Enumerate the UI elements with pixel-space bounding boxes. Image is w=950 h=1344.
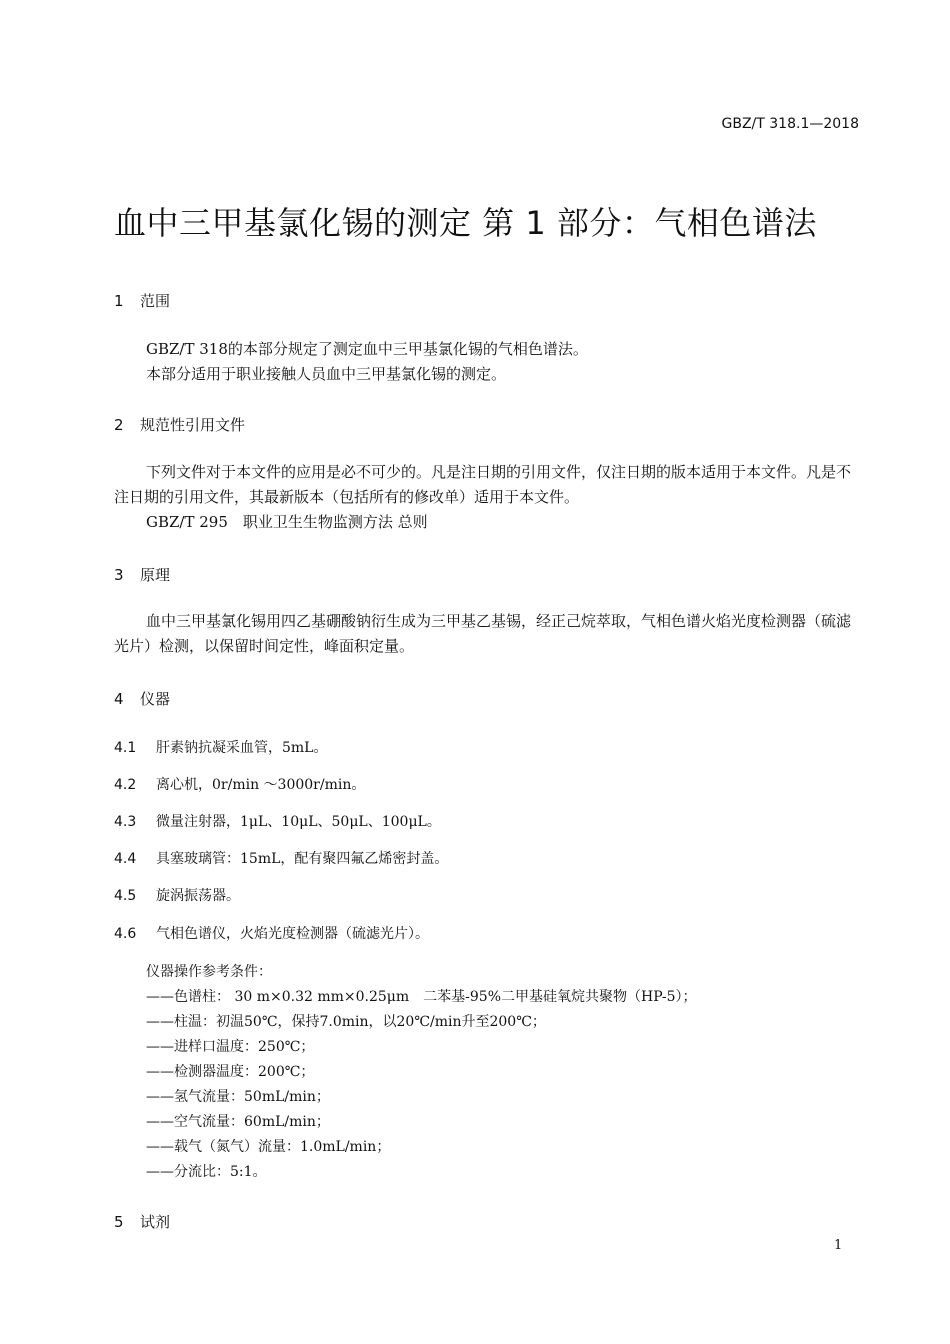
conditions-title: 仪器操作参考条件：	[146, 964, 272, 980]
section-number: 5	[114, 1213, 124, 1231]
section-title: 试剂	[140, 1213, 171, 1231]
section-number: 1	[114, 292, 124, 310]
item-number: 4.4	[114, 851, 137, 867]
section-title: 原理	[140, 566, 171, 584]
item-number: 4.6	[114, 926, 137, 942]
principle-paragraph: 血中三甲基氯化锡用四乙基硼酸钠衍生成为三甲基乙基锡，经正己烷萃取，气相色谱火焰光度检测器（硫滤光片）检测，以保留时间定性，峰面积定量。	[114, 612, 852, 655]
section-number: 4	[114, 690, 124, 708]
apparatus-item	[114, 923, 429, 943]
section-title: 规范性引用文件	[140, 416, 246, 434]
item-text: 离心机，0r/min ～3000r/min。	[156, 777, 366, 793]
item-number: 4.5	[114, 888, 137, 904]
condition-line: ——柱温：初温50℃，保持7.0min，以20℃/min升至200℃；	[146, 1014, 546, 1030]
section-heading-principle	[114, 564, 170, 585]
section-heading-reagents	[114, 1211, 170, 1232]
item-number: 4.2	[114, 777, 137, 793]
section-number: 3	[114, 566, 124, 584]
normative-reference: GBZ/T 295 职业卫生生物监测方法 总则	[146, 513, 428, 531]
condition-line: ——分流比：5:1。	[146, 1164, 267, 1180]
apparatus-item	[114, 774, 365, 794]
item-text: 肝素钠抗凝采血管，5mL。	[156, 740, 328, 756]
section-title: 仪器	[140, 690, 171, 708]
scope-line-1: GBZ/T 318的本部分规定了测定血中三甲基氯化锡的气相色谱法。	[146, 340, 588, 358]
section-heading-normative	[114, 414, 245, 435]
item-text: 旋涡振荡器。	[156, 888, 240, 904]
item-text: 具塞玻璃管：15mL，配有聚四氟乙烯密封盖。	[156, 851, 449, 867]
condition-line: ——空气流量：60mL/min；	[146, 1114, 330, 1130]
section-title: 范围	[140, 292, 171, 310]
apparatus-item	[114, 885, 240, 905]
scope-line-2: 本部分适用于职业接触人员血中三甲基氯化锡的测定。	[146, 365, 507, 383]
item-text: 微量注射器，1μL、10μL、50μL、100μL。	[156, 814, 441, 830]
condition-line: ——载气（氮气）流量：1.0mL/min；	[146, 1139, 391, 1155]
condition-line: ——氢气流量：50mL/min；	[146, 1089, 330, 1105]
apparatus-item	[114, 848, 448, 868]
normative-paragraph: 下列文件对于本文件的应用是必不可少的。凡是注日期的引用文件，仅注日期的版本适用于本文件。凡是不注日期的引用文件，其最新版本（包括所有的修改单）适用于本文件。	[114, 463, 852, 506]
item-number: 4.3	[114, 814, 137, 830]
condition-line: ——进样口温度：250℃；	[146, 1039, 315, 1055]
document-title: 血中三甲基氯化锡的测定 第 1 部分：气相色谱法	[114, 204, 817, 242]
apparatus-item	[114, 811, 441, 831]
section-heading-scope	[114, 290, 170, 311]
standard-code: GBZ/T 318.1—2018	[721, 116, 859, 132]
condition-line: ——检测器温度：200℃；	[146, 1064, 315, 1080]
section-heading-apparatus	[114, 688, 170, 709]
apparatus-item	[114, 737, 327, 757]
condition-line: ——色谱柱： 30 m×0.32 mm×0.25μm 二苯基-95%二甲基硅氧烷共聚物（HP-5）；	[146, 989, 697, 1005]
item-number: 4.1	[114, 740, 137, 756]
page-number: 1	[834, 1238, 843, 1253]
item-text: 气相色谱仪，火焰光度检测器（硫滤光片）。	[156, 926, 429, 942]
section-number: 2	[114, 416, 124, 434]
